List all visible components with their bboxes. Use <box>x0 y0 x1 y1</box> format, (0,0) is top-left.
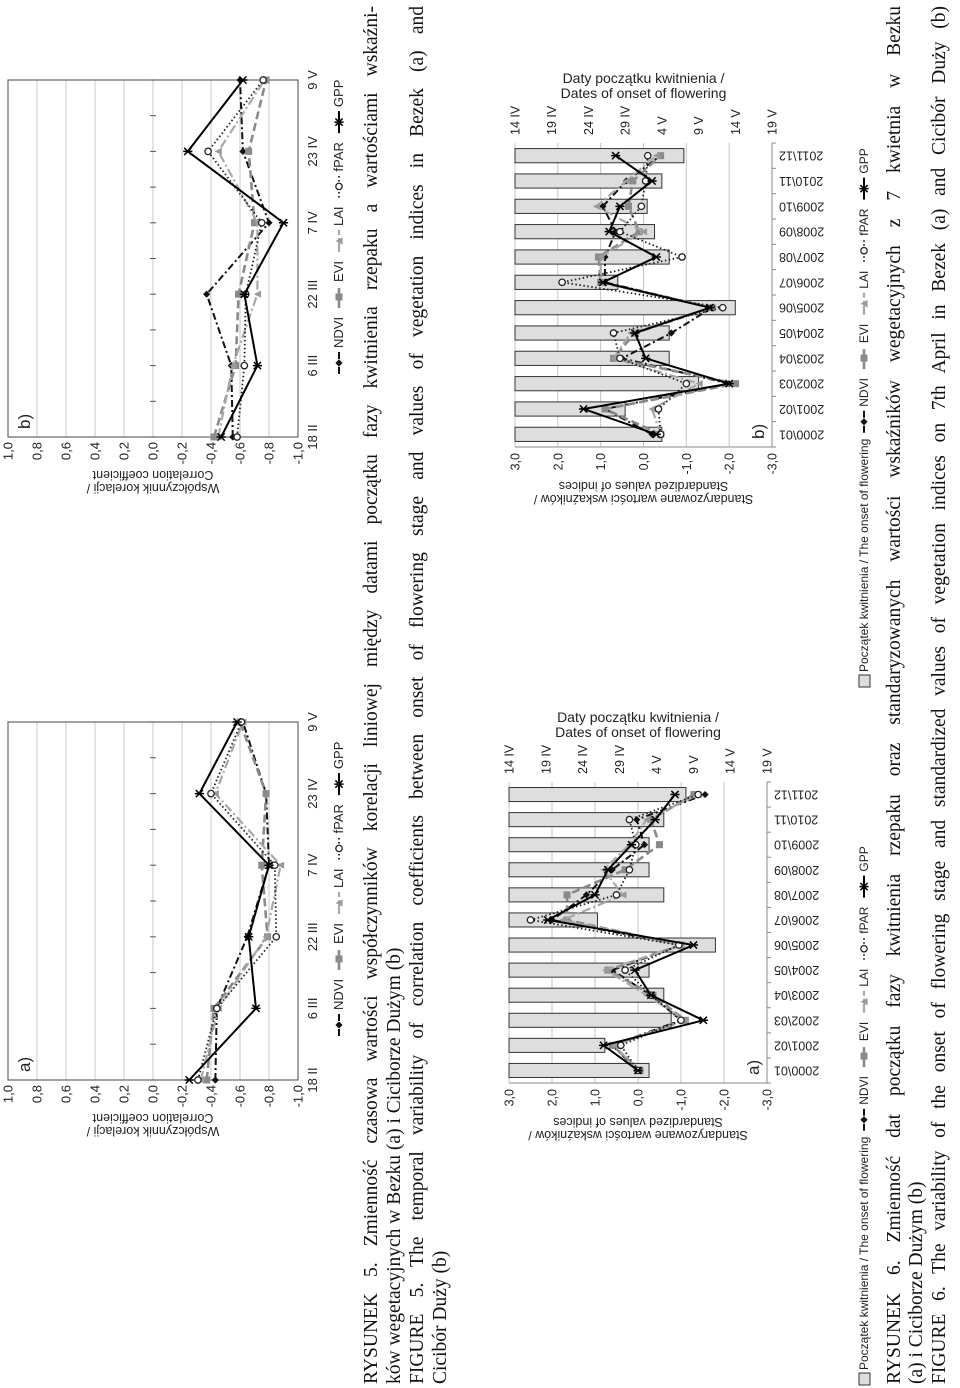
data-point-circle-marker <box>678 1017 684 1023</box>
y-axis-title: Standaryzowane wartości wskaźników / <box>528 1128 748 1142</box>
series-line-fpar <box>208 80 263 437</box>
data-point-circle-marker <box>638 203 644 209</box>
series-fpar <box>205 77 266 440</box>
data-point-circle-marker <box>241 362 247 368</box>
figure6-caption-line-3: FIGURE 6. The variability of the onset of flowering stage and standardized values of vegetation indices on 7th April in Bezek (a) and Cicibór Duży (b) <box>929 6 950 1384</box>
series-line-gpp <box>548 795 704 1071</box>
series-lai <box>559 791 702 1074</box>
legend-diamond-marker <box>335 359 342 366</box>
y-tick-label: 0,2 <box>116 442 132 461</box>
legend-item-gpp <box>331 80 346 133</box>
series-line-ndvi <box>603 156 729 435</box>
x-tick-label: 2005\06 <box>774 938 820 953</box>
x-tick-label: 2001\02 <box>774 1038 820 1053</box>
y2-tick-label: 9 V <box>692 116 707 135</box>
x-tick-label: 2011\12 <box>779 148 824 163</box>
legend-label-onset: Początek kwitnienia / The onset of flowering <box>857 1136 871 1370</box>
x-tick-label: 2008\09 <box>774 862 820 877</box>
x-tick-label: 2010\11 <box>779 174 824 188</box>
x-tick-label: 2003\04 <box>779 351 825 366</box>
data-point-circle-marker <box>655 406 661 412</box>
y-tick-label: -0,4 <box>203 442 219 465</box>
x-tick-label: 2003\04 <box>774 988 820 1003</box>
figure5b-correlation-chart <box>0 0 352 690</box>
y2-tick-label: 4 V <box>649 755 664 774</box>
y-tick-label: 0,8 <box>29 442 45 461</box>
x-tick-label: 7 IV <box>305 853 320 877</box>
y-axis-title: Correlation coefficient <box>92 1111 214 1125</box>
legend-bar-swatch <box>859 1373 870 1385</box>
x-tick-label: 2007\08 <box>774 887 820 902</box>
legend-item-lai <box>331 206 346 252</box>
legend-circle-marker <box>861 946 867 952</box>
legend-circle-marker <box>336 845 342 851</box>
data-point-square-marker <box>564 891 571 898</box>
x-tick-label: 9 V <box>305 712 320 732</box>
x-tick-label: 2004\05 <box>774 963 820 978</box>
y-axis-title: Standardized values of indices <box>553 1115 723 1129</box>
y-tick-label: -2,0 <box>717 1089 732 1111</box>
x-tick-label: 2001\02 <box>779 402 825 416</box>
legend-square-marker <box>336 955 343 962</box>
onset-bar <box>515 301 735 315</box>
y2-tick-label: 19 V <box>765 109 780 135</box>
data-point-circle-marker <box>610 330 616 336</box>
y-axis-title: Współczynnik korelacji / <box>86 1124 220 1138</box>
legend-label: NDVI <box>857 1076 871 1105</box>
data-point-circle-marker <box>214 1005 220 1011</box>
y-tick-label: 0,0 <box>145 1085 161 1104</box>
y-tick-label: -3,0 <box>765 453 780 475</box>
legend-label: GPP <box>331 741 346 770</box>
legend-item-evi <box>857 1022 871 1067</box>
series-line-ndvi <box>215 722 269 1080</box>
x-tick-label: 7 IV <box>305 211 320 235</box>
data-point-circle-marker <box>559 279 565 285</box>
legend-label: GPP <box>857 148 871 174</box>
onset-bar <box>509 988 664 1002</box>
x-tick-label: 18 II <box>305 1067 320 1093</box>
data-point-circle-marker <box>208 790 214 796</box>
y2-tick-label: 29 IV <box>618 105 633 135</box>
onset-bar <box>515 377 699 391</box>
y-tick-label: -0,2 <box>174 442 190 465</box>
x-tick-label: 2006\07 <box>779 275 825 290</box>
y-axis-title: Współczynnik korelacji / <box>86 481 220 495</box>
legend-item-gpp <box>331 742 346 795</box>
figure5-caption-line-1: RYSUNEK 5. Zmienność czasowa wartości współczynników korelacji liniowej między datami początku fazy kwitnienia rzepaku a wartościami wskaźni- <box>361 6 382 1384</box>
data-point-cross-marker <box>183 148 192 155</box>
legend-item-evi <box>857 324 871 369</box>
y-tick-label: 0,6 <box>58 442 74 461</box>
data-point-cross-marker <box>185 1076 194 1083</box>
data-point-circle-marker <box>259 220 265 226</box>
legend-label: LAI <box>857 270 871 289</box>
figure6-caption-line-1: RYSUNEK 6. Zmienność dat początku fazy kwitnienia rzepaku oraz standaryzowanych wartości wskaźników wegetacyjnych z 7 kwietnia w Bezku <box>884 6 905 1384</box>
data-point-cross-marker <box>279 219 288 226</box>
y2-axis-title: Dates of onset of flowering <box>555 724 721 740</box>
figure5-caption-line-4: Cicibór Duży (b) <box>430 1250 451 1384</box>
onset-bar <box>509 1063 649 1077</box>
data-point-cross-marker <box>699 1017 708 1024</box>
onset-bar <box>509 813 664 827</box>
legend-item-fpar <box>331 142 346 197</box>
series-line-gpp <box>189 722 269 1080</box>
data-point-circle-marker <box>720 304 726 310</box>
legend-item-fpar <box>857 208 871 261</box>
legend-item-evi <box>331 923 346 970</box>
legend-item-ndvi <box>331 979 346 1036</box>
series-line-evi <box>567 795 694 1071</box>
legend-bar-swatch <box>859 675 870 687</box>
legend-diamond-marker <box>860 418 867 425</box>
y2-tick-label: 14 IV <box>502 744 517 774</box>
data-point-diamond-marker <box>701 791 708 798</box>
onset-bar <box>509 1013 671 1027</box>
legend-item-ndvi <box>331 317 346 374</box>
panel-label: a) <box>15 1056 34 1072</box>
figure5-caption-line-2: ków wegetacyjnych w Bezku (a) i Ciciborze Dużym (b) <box>384 947 405 1384</box>
y-axis-title: Standaryzowane wartości wskaźników / <box>533 492 754 506</box>
x-tick-label: 18 II <box>305 424 320 450</box>
y2-tick-label: 9 V <box>686 755 701 774</box>
series-fpar <box>559 152 726 437</box>
x-tick-label: 6 III <box>305 997 320 1020</box>
series-gpp <box>579 152 734 438</box>
y-tick-label: 2,0 <box>545 1089 560 1107</box>
x-tick-label: 2000\01 <box>779 427 825 442</box>
legend-label: fPAR <box>857 906 871 934</box>
y-tick-label: 0,0 <box>637 453 651 471</box>
x-tick-label: 2006\07 <box>774 912 820 927</box>
series-line-lai <box>563 795 698 1071</box>
data-point-square-marker <box>625 203 632 210</box>
y-tick-label: 0,4 <box>87 442 103 461</box>
x-tick-label: 2008\09 <box>779 224 825 239</box>
data-point-cross-marker <box>195 790 204 797</box>
y-tick-label: -1,0 <box>290 1085 306 1108</box>
y2-tick-label: 4 V <box>655 116 670 135</box>
y-tick-label: 2,0 <box>551 453 566 471</box>
data-point-circle-marker <box>618 1042 624 1048</box>
legend-square-marker <box>861 1053 868 1060</box>
legend-item-lai <box>331 868 346 914</box>
y2-tick-label: 24 IV <box>581 105 596 135</box>
legend-diamond-marker <box>860 1116 867 1123</box>
legend-label: GPP <box>331 79 346 108</box>
data-point-circle-marker <box>695 791 701 797</box>
series-gpp <box>543 791 708 1074</box>
legend-label: LAI <box>331 868 346 888</box>
data-point-cross-marker <box>238 76 247 83</box>
y2-tick-label: 19 IV <box>539 744 554 774</box>
legend-item-evi <box>331 261 346 308</box>
legend-label: fPAR <box>857 208 871 236</box>
x-tick-label: 22 III <box>305 279 320 309</box>
x-tick-label: 2000\01 <box>774 1063 820 1078</box>
panel-label: b) <box>15 413 34 429</box>
x-tick-label: 2002\03 <box>774 1013 820 1028</box>
y-tick-label: 1,0 <box>0 1085 16 1104</box>
legend-item-fpar <box>857 906 871 959</box>
data-point-circle-marker <box>205 148 211 154</box>
y2-axis-title: Daty początku kwitnienia / <box>562 70 725 86</box>
y-tick-label: 1,0 <box>0 442 16 461</box>
y2-tick-label: 14 V <box>723 748 738 774</box>
onset-bar <box>509 1038 605 1052</box>
series-lai <box>215 76 269 440</box>
y-tick-label: 0,4 <box>87 1085 103 1104</box>
data-point-circle-marker <box>234 434 240 440</box>
legend-label: NDVI <box>857 378 871 407</box>
y-tick-label: -0,6 <box>232 442 248 465</box>
y-tick-label: -0,8 <box>261 1085 277 1108</box>
legend-label: fPAR <box>331 142 346 172</box>
y2-tick-label: 14 IV <box>508 105 523 135</box>
legend-item-gpp <box>857 846 871 897</box>
legend-item-ndvi <box>857 378 871 433</box>
legend-label: EVI <box>331 260 346 282</box>
y-tick-label: -1,0 <box>674 1089 689 1111</box>
legend-label: LAI <box>331 206 346 226</box>
data-point-circle-marker <box>195 1077 201 1083</box>
legend-label: NDVI <box>331 316 346 348</box>
x-tick-label: 23 IV <box>305 778 320 809</box>
series-evi <box>564 791 698 1074</box>
y2-tick-label: 19 V <box>760 748 775 774</box>
onset-bar <box>515 174 662 188</box>
legend-label: GPP <box>857 846 871 872</box>
legend-item-fpar <box>331 804 346 859</box>
legend-item-lai <box>857 969 871 1013</box>
data-point-circle-marker <box>622 967 628 973</box>
y-tick-label: -0,4 <box>203 1085 219 1108</box>
data-point-diamond-marker <box>265 219 272 226</box>
legend-item-ndvi <box>857 1076 871 1131</box>
legend-square-marker <box>336 293 343 300</box>
data-point-circle-marker <box>683 380 689 386</box>
series-line-evi <box>599 156 736 435</box>
figure6a-combo-chart <box>480 698 880 1388</box>
x-tick-label: 2009\10 <box>779 199 825 214</box>
data-point-square-marker <box>245 148 252 155</box>
y-tick-label: -0,6 <box>232 1085 248 1108</box>
x-tick-label: 6 III <box>305 354 320 377</box>
data-point-circle-marker <box>273 934 279 940</box>
y-tick-label: -1,0 <box>679 453 694 475</box>
data-point-circle-marker <box>626 867 632 873</box>
y2-axis-title: Dates of onset of flowering <box>560 85 727 101</box>
y-tick-label: 0,0 <box>631 1089 646 1107</box>
panel-label: b) <box>749 423 768 439</box>
x-tick-label: 2002\03 <box>779 376 825 391</box>
series-ndvi <box>203 76 273 440</box>
data-point-square-marker <box>258 862 265 869</box>
data-point-square-marker <box>263 790 270 797</box>
y-tick-label: -3,0 <box>760 1089 775 1111</box>
x-tick-label: 22 III <box>305 922 320 952</box>
legend-circle-marker <box>336 183 342 189</box>
data-point-circle-marker <box>617 228 623 234</box>
legend-label: EVI <box>857 1021 871 1042</box>
y-axis-title: Standardized values of indices <box>558 479 729 493</box>
x-tick-label: 2005\06 <box>779 300 825 315</box>
data-point-square-marker <box>656 841 663 848</box>
data-point-square-marker <box>629 178 636 185</box>
legend-item-gpp <box>857 148 871 199</box>
data-point-circle-marker <box>626 816 632 822</box>
legend-label: EVI <box>857 323 871 344</box>
y2-tick-label: 19 IV <box>545 105 560 135</box>
legend-square-marker <box>861 355 868 362</box>
legend-diamond-marker <box>335 1021 342 1028</box>
y-tick-label: 0,6 <box>58 1085 74 1104</box>
y-tick-label: 0,2 <box>116 1085 132 1104</box>
series-line-ndvi <box>207 80 269 437</box>
data-point-circle-marker <box>613 892 619 898</box>
x-tick-label: 2010\11 <box>774 812 819 827</box>
y2-tick-label: 29 IV <box>613 744 628 774</box>
data-point-circle-marker <box>617 355 623 361</box>
data-point-circle-marker <box>260 77 266 83</box>
y2-tick-label: 14 V <box>728 109 743 135</box>
y2-tick-label: 24 IV <box>576 744 591 774</box>
legend-label: NDVI <box>331 978 346 1010</box>
y-tick-label: 0,0 <box>145 442 161 461</box>
data-point-diamond-marker <box>212 1076 219 1083</box>
data-point-circle-marker <box>645 152 651 158</box>
data-point-triangle-marker <box>215 148 222 155</box>
onset-bar <box>509 788 686 802</box>
legend-label: fPAR <box>331 804 346 834</box>
y-tick-label: -1,0 <box>290 442 306 465</box>
y2-axis-title: Daty początku kwitnienia / <box>557 709 719 725</box>
figure6-caption-line-2: (a) i Ciciborze Dużym (b) <box>906 1181 927 1384</box>
y-tick-label: 1,0 <box>588 1089 603 1107</box>
y-tick-label: 1,0 <box>594 453 609 471</box>
legend-item-lai <box>857 271 871 315</box>
legend-label-onset: Początek kwitnienia / The onset of flowering <box>857 438 871 672</box>
y-tick-label: 3,0 <box>502 1089 517 1107</box>
y-tick-label: 0,8 <box>29 1085 45 1104</box>
series-gpp <box>183 76 288 440</box>
data-point-circle-marker <box>679 254 685 260</box>
legend-label: LAI <box>857 968 871 987</box>
y-tick-label: -2,0 <box>722 453 737 475</box>
y-tick-label: 3,0 <box>508 453 523 471</box>
x-tick-label: 2011\12 <box>774 787 819 802</box>
data-point-circle-marker <box>527 917 533 923</box>
legend-label: EVI <box>331 922 346 944</box>
panel-label: a) <box>744 1059 763 1075</box>
y-tick-label: -0,8 <box>261 442 277 465</box>
x-tick-label: 9 V <box>305 70 320 90</box>
x-tick-label: 2004\05 <box>779 326 825 340</box>
figure5-caption-line-3: FIGURE 5. The temporal variability of correlation coefficients between onset of flowering stage and values of vegetation indices in Bezek (a) and <box>407 6 428 1384</box>
x-tick-label: 2009\10 <box>774 837 820 852</box>
x-tick-label: 2007\08 <box>779 250 825 264</box>
y-tick-label: -0,2 <box>174 1085 190 1108</box>
legend-circle-marker <box>861 248 867 254</box>
series-line-fpar <box>562 156 723 435</box>
y-axis-title: Correlation coefficient <box>92 468 214 482</box>
figure6b-combo-chart <box>480 0 880 690</box>
figure5a-correlation-chart <box>0 690 352 1388</box>
data-point-triangle-marker <box>254 291 261 298</box>
x-tick-label: 23 IV <box>305 136 320 167</box>
